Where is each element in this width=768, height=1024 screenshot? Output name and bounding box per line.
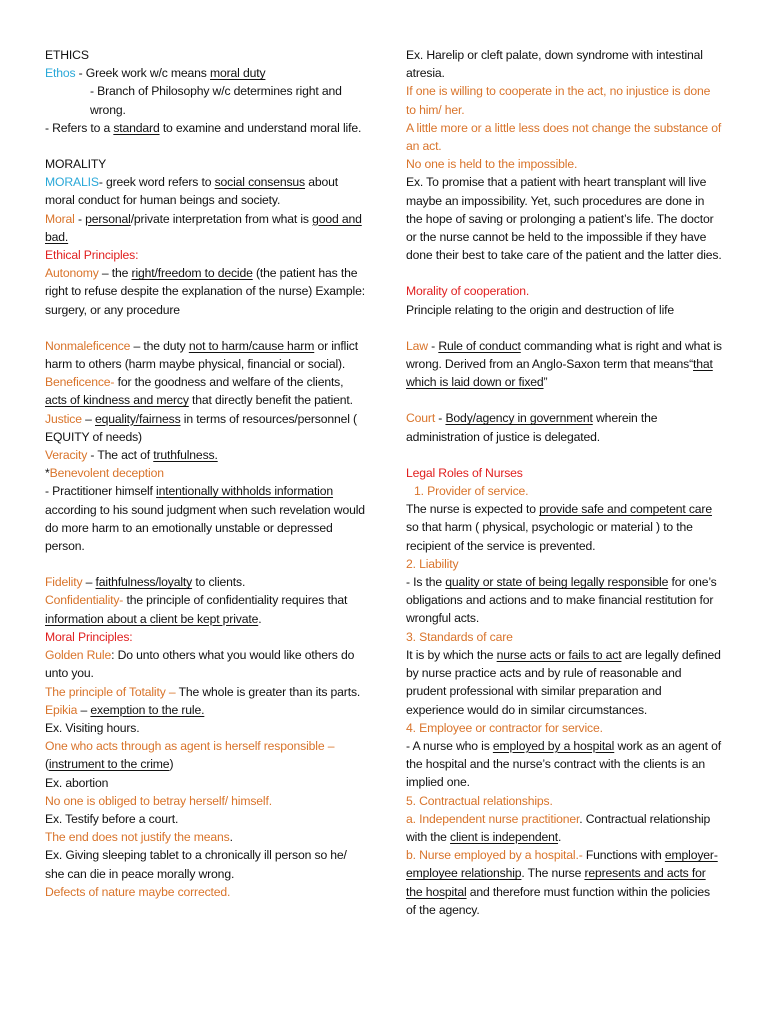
role-1-text: The nurse is expected to provide safe and competent care so that harm ( physical, psychologic or material ) to the recipient of the service is prevented. <box>406 502 712 553</box>
end-means-example: Ex. Giving sleeping tablet to a chronically ill person so he/ she can die in peace morally wrong. <box>45 848 347 881</box>
cooperation-definition: Principle relating to the origin and destruction of life <box>406 302 675 317</box>
term-independent-practitioner: a. Independent nurse practitioner <box>406 811 580 826</box>
role-5a-text: a. Independent nurse practitioner. Contractual relationship with the client is independent. <box>406 811 711 844</box>
term-moralis: MORALIS <box>45 175 99 190</box>
term-justice: Justice <box>45 411 82 426</box>
left-column <box>45 46 367 901</box>
ethos-standard: - Refers to a standard to examine and understand moral life. <box>45 120 362 135</box>
harelip-example: Ex. Harelip or cleft palate, down syndrome with intestinal atresia. <box>406 48 703 81</box>
term-end-means: The end does not justify the means <box>45 830 230 845</box>
term-totality: The principle of Totality – <box>45 684 176 699</box>
veracity-definition: Veracity - The act of truthfulness. <box>45 448 218 463</box>
totality-definition: The principle of Totality – The whole is greater than its parts. <box>45 684 361 699</box>
term-ethos: Ethos <box>45 66 76 81</box>
role-5b-text: b. Nurse employed by a hospital.- Functions with employer- employee relationship. The nurse represents and acts for the hospital and therefore must function within the policies of the agency. <box>406 848 718 917</box>
role-4-title: 4. Employee or contractor for service. <box>406 720 603 735</box>
morality-title: MORALITY <box>45 157 107 172</box>
role-5-title: 5. Contractual relationships. <box>406 793 553 808</box>
ethos-definition: Ethos - Greek work w/c means moral duty <box>45 66 266 81</box>
term-benevolent-deception: Benevolent deception <box>49 466 164 481</box>
golden-rule-definition: Golden Rule: Do unto others what you would like others do unto you. <box>45 648 355 681</box>
term-autonomy: Autonomy <box>45 266 99 281</box>
term-moral: Moral <box>45 211 75 226</box>
impossible-example: Ex. To promise that a patient with heart transplant will live maybe an impossibility. Yet, such procedures are done in the hope of saving or prolonging a patient’s life. The doctor or the nurse cannot be held to the impossible if they have done their best to take care of the patient and the latter dies. <box>406 175 722 263</box>
term-epikia: Epikia <box>45 702 78 717</box>
epikia-definition: Epikia – exemption to the rule. <box>45 702 205 717</box>
autonomy-definition: Autonomy – the right/freedom to decide (the patient has the right to refuse despite the explanation of the nurse) Example: surgery, or any procedure <box>45 266 365 317</box>
willing-principle: If one is willing to cooperate in the act, no injustice is done to him/ her. <box>406 84 711 117</box>
betray-principle: No one is obliged to betray herself/ himself. <box>45 793 272 808</box>
term-fidelity: Fidelity <box>45 575 83 590</box>
role-3-text: It is by which the nurse acts or fails to act are legally defined by nurse practice acts and by rule of reasonable and prudent professional with similar preparation and experience would do in similar circumstances. <box>406 647 721 717</box>
defects-principle: Defects of nature maybe corrected. <box>45 884 231 899</box>
role-3-title: 3. Standards of care <box>406 629 513 644</box>
court-definition: Court - Body/agency in government wherein the administration of justice is delegated. <box>406 411 658 444</box>
role-1-title: 1. Provider of service. <box>414 484 529 499</box>
betray-example: Ex. Testify before a court. <box>45 811 179 826</box>
term-law: Law <box>406 338 428 353</box>
right-column <box>406 46 722 919</box>
justice-definition: Justice – equality/fairness in terms of resources/personnel ( EQUITY of needs) <box>45 411 357 444</box>
agent-principle: One who acts through as agent is herself responsible – (instrument to the crime) <box>45 739 335 772</box>
term-nonmaleficence: Nonmaleficence <box>45 338 131 353</box>
term-confidentiality: Confidentiality- <box>45 593 124 608</box>
benevolent-deception-definition: - Practitioner himself intentionally withholds information according to his sound judgment when such revelation would do more harm to an emotionally unstable or depressed person. <box>45 484 365 554</box>
fidelity-definition: Fidelity – faithfulness/loyalty to clients. <box>45 575 246 590</box>
beneficence-definition: Beneficence- for the goodness and welfare of the clients, acts of kindness and mercy that directly benefit the patient. <box>45 375 353 408</box>
term-court: Court <box>406 411 436 426</box>
term-golden-rule: Golden Rule <box>45 648 112 663</box>
term-agent-responsible: One who acts through as agent is herself responsible – <box>45 739 335 754</box>
role-2-title: 2. Liability <box>406 556 459 571</box>
ethical-principles-heading: Ethical Principles: <box>45 248 139 263</box>
law-definition: Law - Rule of conduct commanding what is right and what is wrong. Derived from an Anglo-Saxon term that means“that which is laid down or fixed” <box>406 338 722 390</box>
agent-example: Ex. abortion <box>45 775 109 790</box>
legal-roles-heading: Legal Roles of Nurses <box>406 465 523 480</box>
moralis-definition: MORALIS- greek word refers to social consensus about moral conduct for human beings and society. <box>45 175 338 208</box>
term-beneficence: Beneficence- <box>45 375 115 390</box>
role-2-text: - Is the quality or state of being legally responsible for one’s obligations and actions and to make financial restitution for wrongful acts. <box>406 575 717 626</box>
ethos-branch: - Branch of Philosophy w/c determines right and wrong. <box>90 84 342 117</box>
ethics-title: ETHICS <box>45 48 89 62</box>
end-means-principle: The end does not justify the means. <box>45 830 233 845</box>
term-veracity: Veracity <box>45 448 88 463</box>
confidentiality-definition: Confidentiality- the principle of confidentiality requires that information about a client be kept private. <box>45 593 348 626</box>
moral-principles-heading: Moral Principles: <box>45 629 133 644</box>
epikia-example: Ex. Visiting hours. <box>45 720 140 735</box>
role-4-text: - A nurse who is employed by a hospital work as an agent of the hospital and the nurse’s contract with the clients is an implied one. <box>406 738 722 790</box>
benevolent-deception-heading: *Benevolent deception <box>45 466 164 481</box>
moral-definition: Moral - personal/private interpretation from what is good and bad. <box>45 211 362 244</box>
term-nurse-employed: b. Nurse employed by a hospital.- <box>406 848 583 863</box>
little-more-principle: A little more or a little less does not change the substance of an act. <box>406 120 722 154</box>
nonmaleficence-definition: Nonmaleficence – the duty not to harm/cause harm or inflict harm to others (harm maybe physical, financial or social). <box>45 338 358 372</box>
cooperation-heading: Morality of cooperation. <box>406 284 530 299</box>
impossible-principle: No one is held to the impossible. <box>406 157 578 172</box>
